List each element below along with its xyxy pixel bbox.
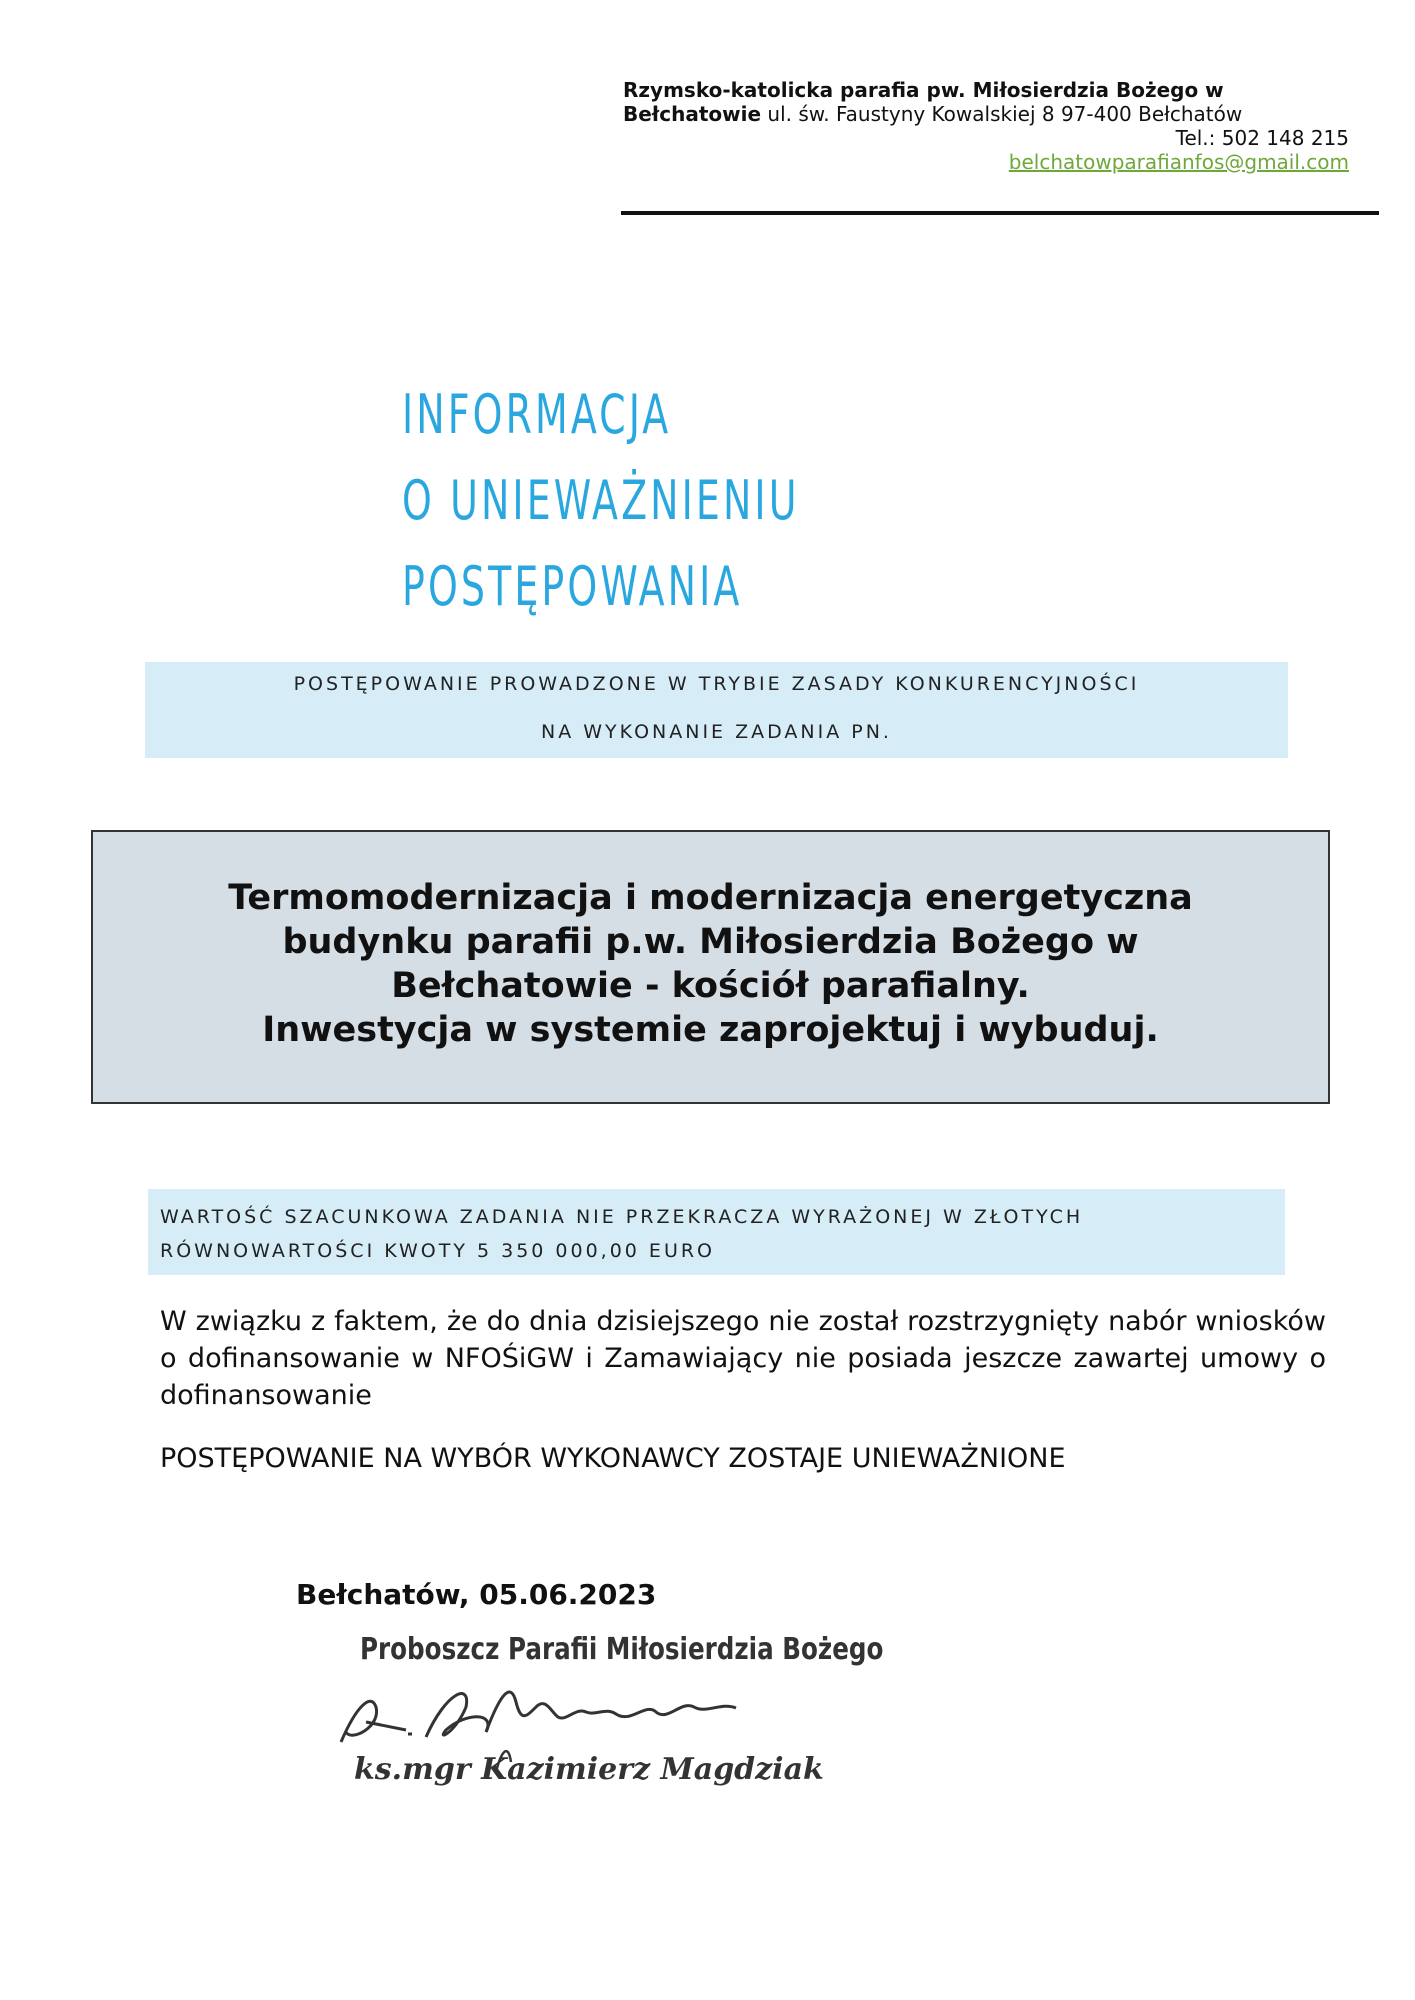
header-divider xyxy=(621,211,1379,215)
parish-header xyxy=(623,78,1355,174)
signature-stamp xyxy=(296,1612,884,1812)
estimated-value-text: WARTOŚĆ SZACUNKOWA ZADANIA NIE PRZEKRACZA WYRAŻONEJ W ZŁOTYCH RÓWNOWARTOŚCI KWOTY 5 350 000,00 EURO xyxy=(160,1206,1084,1262)
decision-statement: POSTĘPOWANIE NA WYBÓR WYKONAWCY ZOSTAJE UNIEWAŻNIONE xyxy=(160,1443,1066,1474)
reason-paragraph: W związku z faktem, że do dnia dzisiejszego nie został rozstrzygnięty nabór wniosków o dofinansowanie w NFOŚiGW i Zamawiający nie posiada jeszcze zawartej umowy o dofinansowanie xyxy=(160,1306,1326,1411)
place-and-date: Bełchatów, 05.06.2023 xyxy=(296,1578,657,1611)
stamp-name: ks.mgr Kazimierz Magdziak xyxy=(354,1752,824,1787)
parish-address-line: Bełchatowie ul. św. Faustyny Kowalskiej 8 97-400 Bełchatów xyxy=(623,102,1243,126)
estimated-value-box xyxy=(148,1189,1285,1275)
stamp-title: Proboszcz Parafii Miłosierdzia Bożego xyxy=(360,1632,884,1667)
parish-name-line: Rzymsko-katolicka parafia pw. Miłosierdzia Bożego w xyxy=(623,78,1224,102)
procedure-mode-line-2: NA WYKONANIE ZADANIA PN. xyxy=(541,721,892,743)
task-name: Termomodernizacja i modernizacja energetyczna budynku parafii p.w. Miłosierdzia Bożego w Bełchatowie - kościół parafialny. Inwestycja w systemie zaprojektuj i wybuduj. xyxy=(228,878,1193,1050)
document-title: INFORMACJA O UNIEWAŻNIENIU POSTĘPOWANIA xyxy=(402,383,800,618)
parish-phone: Tel.: 502 148 215 xyxy=(1175,126,1349,150)
task-name-box xyxy=(91,830,1330,1104)
parish-email-link[interactable]: belchatowparafianfos@gmail.com xyxy=(1008,150,1349,174)
procedure-mode-box xyxy=(145,662,1288,758)
procedure-mode-line-1: POSTĘPOWANIE PROWADZONE W TRYBIE ZASADY KONKURENCYJNOŚCI xyxy=(293,673,1140,695)
